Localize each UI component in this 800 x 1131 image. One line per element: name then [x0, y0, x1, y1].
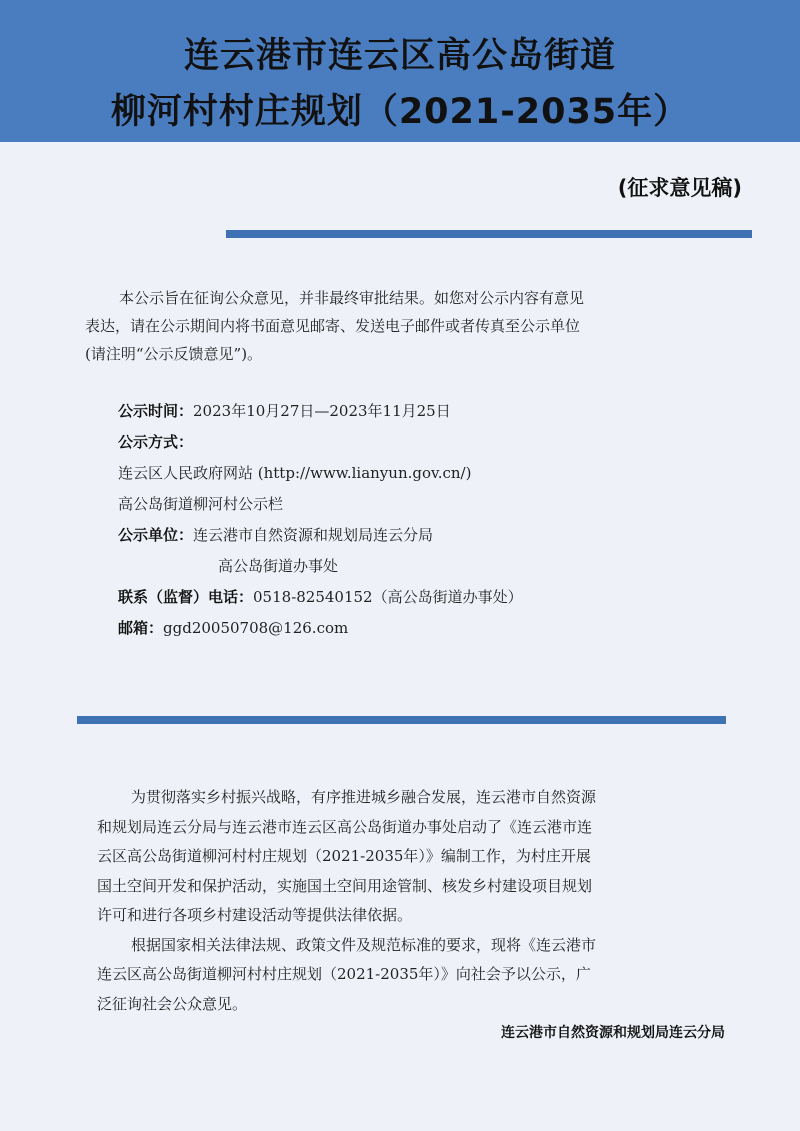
unit-row	[118, 520, 523, 551]
publicity-info	[118, 396, 523, 644]
notice-line: (请注明“公示反馈意见”)。	[85, 345, 263, 363]
header-banner	[0, 0, 800, 142]
method-label: 公示方式：	[118, 433, 194, 451]
method-item-board: 高公岛街道柳河村公示栏	[118, 495, 284, 513]
body-line: 根据国家相关法律法规、政策文件及规范标准的要求，现将《连云港市	[131, 935, 597, 954]
issuer-signature: 连云港市自然资源和规划局连云分局	[501, 1025, 725, 1041]
title-line-2: 柳河村村庄规划（2021-2035年）	[110, 92, 690, 132]
body-text	[97, 783, 737, 1019]
body-line: 和规划局连云分局与连云港市连云区高公岛街道办事处启动了《连云港市连	[97, 817, 593, 836]
body-line: 云区高公岛街道柳河村村庄规划（2021-2035年）》编制工作，为村庄开展	[97, 847, 591, 865]
unit-item-office: 高公岛街道办事处	[218, 557, 339, 575]
body-line: 泛征询社会公众意见。	[97, 994, 248, 1013]
time-row	[118, 396, 523, 427]
time-value: 2023年10月27日—2023年11月25日	[193, 402, 451, 420]
body-line: 许可和进行各项乡村建设活动等提供法律依据。	[97, 906, 413, 924]
email-label: 邮箱：	[118, 619, 164, 637]
draft-subtitle: (征求意见稿)	[617, 176, 742, 200]
unit-label: 公示单位：	[118, 526, 194, 544]
notice-line: 本公示旨在征询公众意见，并非最终审批结果。如您对公示内容有意见	[119, 289, 585, 307]
body-line: 国土空间开发和保护活动，实施国土空间用途管制、核发乡村建设项目规划	[97, 876, 593, 895]
phone-label: 联系（监督）电话：	[118, 588, 254, 606]
unit-value: 连云港市自然资源和规划局连云分局	[193, 526, 434, 544]
body-line: 连云区高公岛街道柳河村村庄规划（2021-2035年）》向社会予以公示，广	[97, 965, 591, 983]
notice-line: 表达，请在公示期间内将书面意见邮寄、发送电子邮件或者传真至公示单位	[85, 317, 581, 335]
divider-top	[226, 230, 752, 238]
email-row	[118, 613, 523, 644]
method-item-website: 连云区人民政府网站 (http://www.lianyun.gov.cn/)	[118, 464, 472, 482]
phone-value: 0518-82540152（高公岛街道办事处）	[253, 588, 523, 606]
time-label: 公示时间：	[118, 402, 194, 420]
notice-paragraph	[85, 284, 725, 368]
phone-row	[118, 582, 523, 613]
method-row	[118, 427, 523, 458]
divider-middle	[77, 716, 726, 724]
email-value: ggd20050708@126.com	[163, 619, 349, 637]
title-line-1: 连云港市连云区高公岛街道	[183, 36, 616, 76]
body-line: 为贯彻落实乡村振兴战略，有序推进城乡融合发展，连云港市自然资源	[131, 788, 597, 806]
